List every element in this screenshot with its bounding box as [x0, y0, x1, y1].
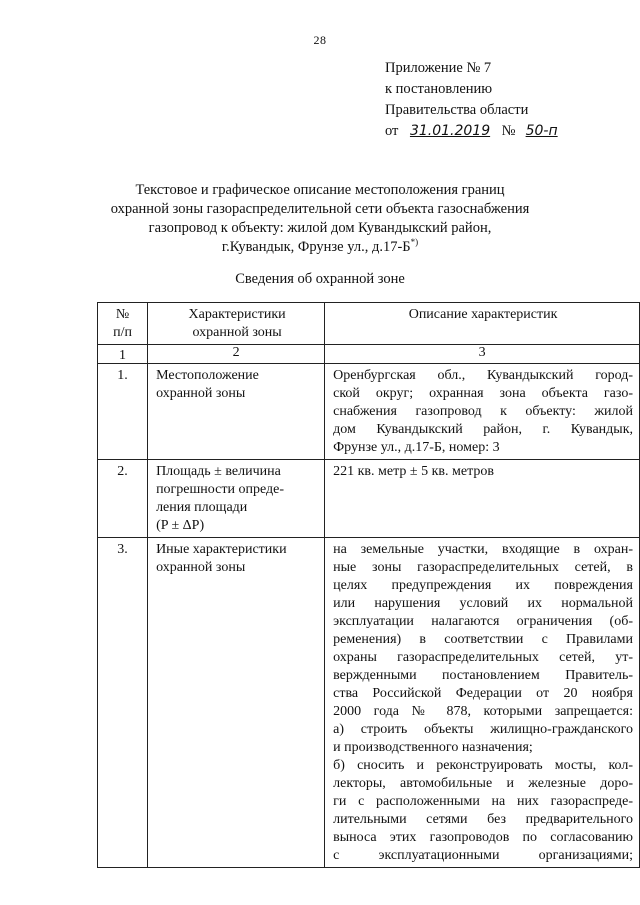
cell-line: 221 кв. метр ± 5 кв. метров — [333, 464, 494, 479]
cell-line: выноса этих газопроводов по согласованию — [333, 830, 633, 845]
header-text: Описание характеристик — [408, 307, 558, 322]
handwritten-date: 31.01.2019 — [409, 123, 491, 139]
protection-zone-table — [97, 302, 640, 868]
cell-line: снабжения газопровод к объекту: жилой — [333, 404, 633, 419]
cell-line: а) строить объекты жилищно-гражданского — [333, 722, 633, 737]
cell-line: ные зоны газораспределительных сетей, в — [333, 560, 633, 575]
index-cell: 1 — [98, 345, 148, 364]
header-text: охранной зоны — [192, 325, 282, 340]
table-index-row — [98, 345, 640, 364]
cell-line: б) сносить и реконструировать мосты, кол- — [333, 758, 633, 773]
cell-line: Оренбургская обл., Кувандыкский город- — [333, 368, 633, 383]
from-label: от — [385, 123, 399, 139]
header-text: п/п — [113, 325, 132, 340]
cell-line: ства Российской Федерации от 20 ноября — [333, 686, 633, 701]
cell-line: ременения) в соответствии с Правилами — [333, 632, 633, 647]
title-line-3: газопровод к объекту: жилой дом Кувандыкский район, — [148, 220, 492, 236]
row-characteristic — [148, 460, 325, 538]
cell-line: на земельные участки, входящие в охран- — [333, 542, 633, 557]
cell-line: 2000 года № 878, которыми запрещается: — [333, 704, 633, 719]
cell-line: охранной зоны — [156, 386, 246, 401]
cell-line: Площадь ± величина — [156, 464, 281, 479]
cell-line: с эксплуатационными организациями; — [333, 848, 633, 863]
cell-line: ления площади — [156, 500, 248, 515]
header-text: Характеристики — [188, 307, 286, 322]
cell-line: эксплуатации налагаются ограничения (об- — [333, 614, 633, 629]
table-header-row — [98, 303, 640, 345]
section-subtitle: Сведения об охранной зоне — [235, 271, 405, 287]
row-characteristic — [148, 538, 325, 868]
header-cell-number — [98, 303, 148, 345]
cell-line: Фрунзе ул., д.17-Б, номер: 3 — [333, 440, 500, 455]
cell-line: и производственного назначения; — [333, 740, 533, 755]
number-label: № — [501, 123, 516, 139]
cell-line: Иные характеристики — [156, 542, 287, 557]
cell-line: Местоположение — [156, 368, 259, 383]
row-description — [325, 538, 640, 868]
appendix-line-3: Правительства области — [385, 102, 529, 118]
table-row — [98, 538, 640, 868]
footnote-mark: *) — [410, 237, 419, 248]
cell-line: погрешности опреде- — [156, 482, 284, 497]
table-row — [98, 460, 640, 538]
cell-line: (P ± ΔP) — [156, 518, 205, 533]
row-number: 1. — [98, 364, 148, 460]
row-description — [325, 460, 640, 538]
cell-line: охранной зоны — [156, 560, 246, 575]
cell-line: вержденными постановлением Правитель- — [333, 668, 633, 683]
row-number: 2. — [98, 460, 148, 538]
cell-line: или нарушения условий их нормальной — [333, 596, 633, 611]
row-number: 3. — [98, 538, 148, 868]
handwritten-number: 50-п — [525, 123, 558, 139]
title-line-4 — [90, 238, 550, 257]
row-characteristic — [148, 364, 325, 460]
table-row — [98, 364, 640, 460]
page-number: 28 — [313, 33, 327, 47]
title-line-1: Текстовое и графическое описание местоположения границ — [135, 182, 505, 198]
appendix-line-1: Приложение № 7 — [385, 60, 492, 76]
title-line-2: охранной зоны газораспределительной сети объекта газоснабжения — [110, 201, 530, 217]
cell-line: лекторы, автомобильные и железные доро- — [333, 776, 633, 791]
cell-line: ги с расположенными на них газораспреде- — [333, 794, 633, 809]
cell-line: дом Кувандыкский район, г. Кувандык, — [333, 422, 633, 437]
row-description — [325, 364, 640, 460]
document-title — [90, 181, 550, 257]
cell-line: ской округ; охранная зона объекта газо- — [333, 386, 633, 401]
index-cell: 2 — [148, 345, 325, 364]
header-cell-description — [325, 303, 640, 345]
appendix-block — [385, 58, 564, 142]
index-cell: 3 — [325, 345, 640, 364]
cell-line: целях предупреждения их повреждения — [333, 578, 633, 593]
cell-line: охраны газораспределительных сетей, ут- — [333, 650, 633, 665]
header-cell-characteristic — [148, 303, 325, 345]
cell-line: лительными сетями без предварительного — [333, 812, 633, 827]
header-text: № — [115, 307, 130, 322]
appendix-date-line — [385, 121, 564, 142]
appendix-line-2: к постановлению — [385, 81, 493, 97]
title-line-4-text: г.Кувандык, Фрунзе ул., д.17-Б — [221, 239, 411, 255]
